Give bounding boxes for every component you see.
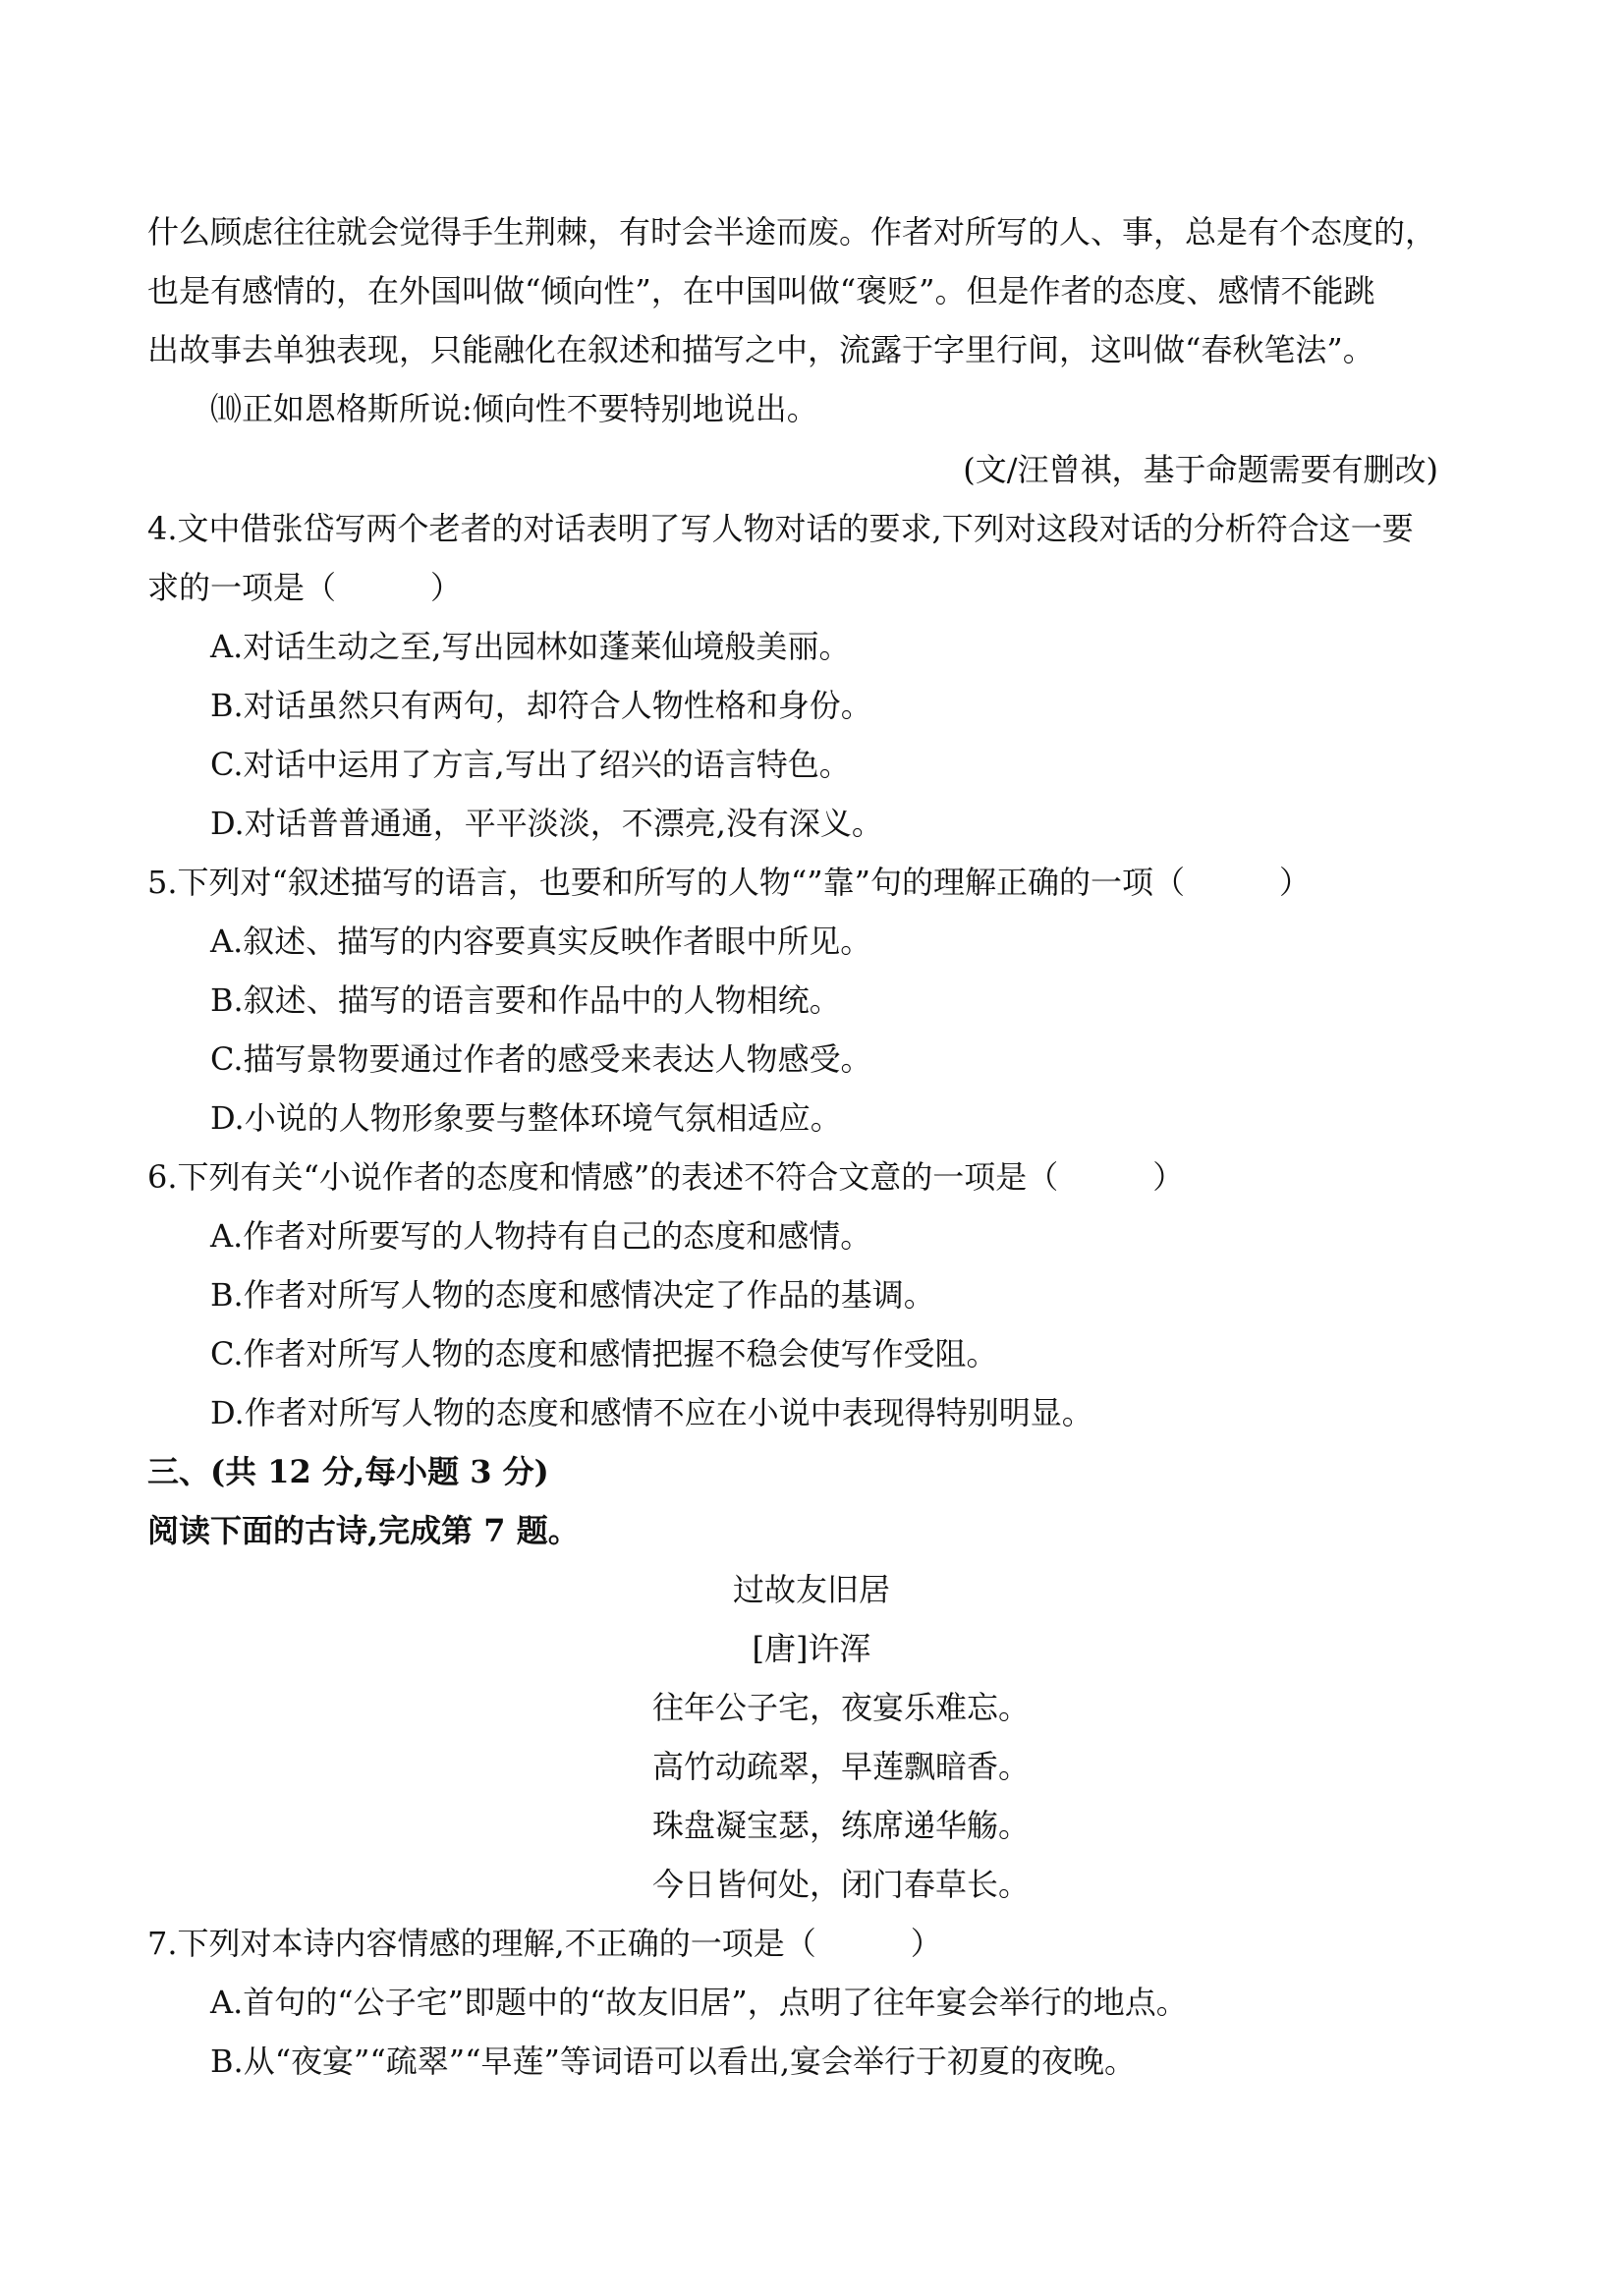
poem-line-1: 往年公子宅，夜宴乐难忘。: [652, 1689, 1031, 1726]
passage-line-3: 出故事去单独表现，只能融化在叙述和描写之中，流露于字里行间，这叫做“春秋笔法”。: [147, 331, 1374, 368]
q4-option-c: C.对话中运用了方言,写出了绍兴的语言特色。: [210, 746, 851, 783]
passage-line-1: 什么顾虑往往就会觉得手生荆棘，有时会半途而废。作者对所写的人、事，总是有个态度的，: [147, 213, 1437, 251]
poem-title: 过故友旧居: [732, 1571, 890, 1608]
q4-stem-line-1: 4.文中借张岱写两个老者的对话表明了写人物对话的要求,下列对这段对话的分析符合这一要: [147, 510, 1414, 547]
q6-option-d: D.作者对所写人物的态度和感情不应在小说中表现得特别明显。: [210, 1394, 1093, 1431]
q4-option-b: B.对话虽然只有两句，却符合人物性格和身份。: [210, 687, 872, 724]
q5-option-d: D.小说的人物形象要与整体环境气氛相适应。: [210, 1099, 842, 1137]
q5-option-b: B.叙述、描写的语言要和作品中的人物相统。: [210, 981, 841, 1019]
q5-stem: 5.下列对“叙述描写的语言，也要和所写的人物“”靠”句的理解正确的一项（ ）: [147, 864, 1311, 901]
passage-paragraph-10: ⑽正如恩格斯所说:倾向性不要特别地说出。: [210, 390, 818, 427]
q7-stem: 7.下列对本诗内容情感的理解,不正确的一项是（ ）: [147, 1925, 942, 1962]
q6-option-a: A.作者对所要写的人物持有自己的态度和感情。: [210, 1217, 872, 1255]
q4-stem-line-2: 求的一项是（ ）: [147, 569, 463, 606]
q7-option-a: A.首句的“公子宅”即题中的“故友旧居”，点明了往年宴会举行的地点。: [210, 1984, 1188, 2021]
passage-source: (文/汪曾祺，基于命题需要有删改): [963, 451, 1438, 488]
q6-stem: 6.下列有关“小说作者的态度和情感”的表述不符合文意的一项是（ ）: [147, 1158, 1185, 1196]
q4-option-a: A.对话生动之至,写出园林如蓬莱仙境般美丽。: [210, 628, 851, 665]
poem-line-2: 高竹动疏翠，早莲飘暗香。: [652, 1748, 1031, 1785]
q6-option-c: C.作者对所写人物的态度和感情把握不稳会使写作受阻。: [210, 1335, 998, 1372]
poem-line-4: 今日皆何处，闭门春草长。: [652, 1866, 1031, 1903]
q5-option-c: C.描写景物要通过作者的感受来表达人物感受。: [210, 1040, 872, 1078]
q4-option-d: D.对话普普通通，平平淡淡，不漂亮,没有深义。: [210, 805, 883, 842]
section-3-instruction: 阅读下面的古诗,完成第 7 题。: [147, 1512, 580, 1549]
q5-option-a: A.叙述、描写的内容要真实反映作者眼中所见。: [210, 923, 872, 960]
section-3-heading: 三、(共 12 分,每小题 3 分): [147, 1453, 549, 1490]
q6-option-b: B.作者对所写人物的态度和感情决定了作品的基调。: [210, 1276, 935, 1314]
q7-option-b: B.从“夜宴”“疏翠”“早莲”等词语可以看出,宴会举行于初夏的夜晚。: [210, 2043, 1137, 2080]
passage-line-2: 也是有感情的，在外国叫做“倾向性”，在中国叫做“褒贬”。但是作者的态度、感情不能跳: [147, 272, 1375, 309]
poem-line-3: 珠盘凝宝瑟，练席递华觞。: [652, 1807, 1031, 1844]
poem-author: [唐]许浑: [752, 1630, 871, 1667]
